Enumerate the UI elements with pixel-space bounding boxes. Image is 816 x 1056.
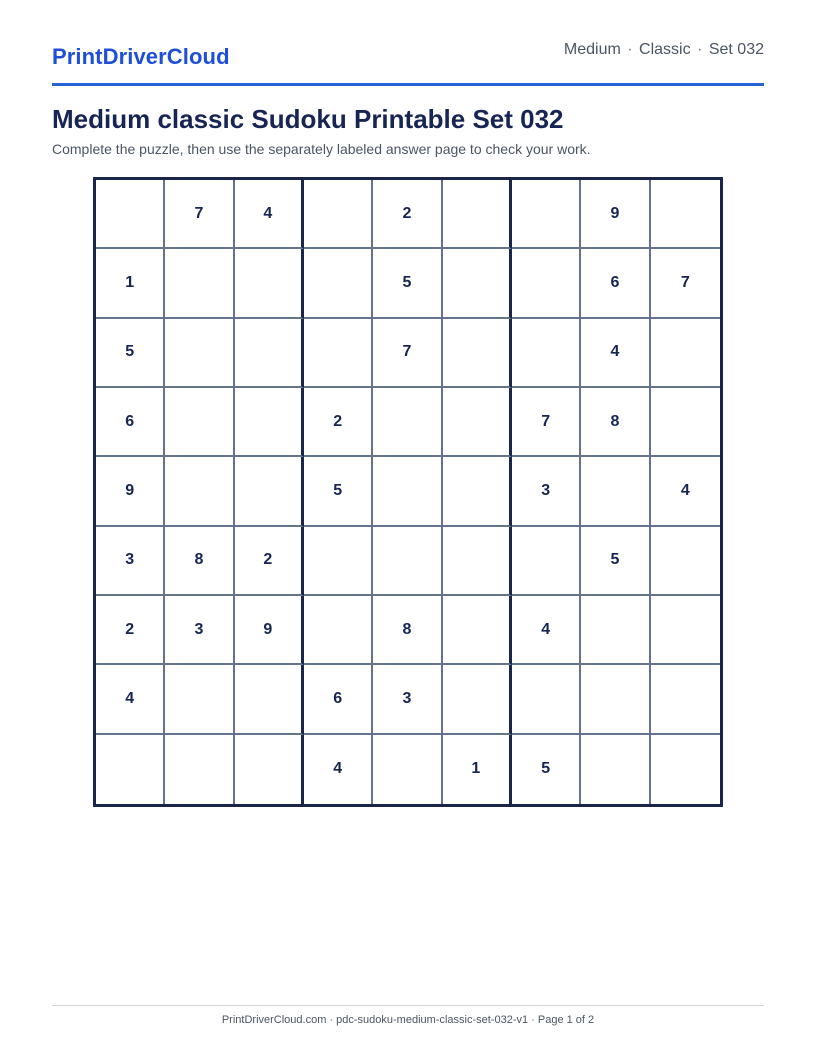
sudoku-cell[interactable] bbox=[165, 665, 234, 734]
sudoku-cell[interactable] bbox=[373, 457, 442, 526]
sudoku-cell[interactable]: 3 bbox=[96, 527, 165, 596]
sudoku-cell[interactable] bbox=[235, 665, 304, 734]
sudoku-cell[interactable]: 9 bbox=[96, 457, 165, 526]
sudoku-cell[interactable]: 9 bbox=[235, 596, 304, 665]
sudoku-cell[interactable] bbox=[373, 388, 442, 457]
sudoku-cell[interactable]: 3 bbox=[165, 596, 234, 665]
sudoku-cell[interactable] bbox=[651, 735, 720, 804]
sudoku-cell[interactable]: 8 bbox=[373, 596, 442, 665]
meta-style: Classic bbox=[639, 41, 691, 58]
sudoku-cell[interactable]: 3 bbox=[512, 457, 581, 526]
page-subtitle: Complete the puzzle, then use the separately labeled answer page to check your work. bbox=[52, 141, 591, 157]
sudoku-cell[interactable] bbox=[304, 527, 373, 596]
sudoku-cell[interactable] bbox=[165, 388, 234, 457]
sudoku-cell[interactable] bbox=[304, 249, 373, 318]
sudoku-cell[interactable] bbox=[651, 180, 720, 249]
sudoku-cell[interactable] bbox=[512, 249, 581, 318]
sudoku-cell[interactable]: 1 bbox=[443, 735, 512, 804]
sudoku-cell[interactable]: 2 bbox=[373, 180, 442, 249]
sudoku-cell[interactable]: 7 bbox=[651, 249, 720, 318]
sudoku-cell[interactable]: 5 bbox=[581, 527, 650, 596]
sudoku-cell[interactable] bbox=[443, 665, 512, 734]
sudoku-cell[interactable] bbox=[581, 596, 650, 665]
sudoku-cell[interactable]: 8 bbox=[581, 388, 650, 457]
sudoku-cell[interactable] bbox=[651, 319, 720, 388]
sudoku-cell[interactable]: 4 bbox=[581, 319, 650, 388]
sudoku-cell[interactable]: 3 bbox=[373, 665, 442, 734]
sudoku-cell[interactable] bbox=[443, 249, 512, 318]
sudoku-cell[interactable]: 4 bbox=[304, 735, 373, 804]
meta-separator: · bbox=[697, 41, 703, 58]
sudoku-cell[interactable] bbox=[651, 596, 720, 665]
sudoku-cell[interactable]: 5 bbox=[96, 319, 165, 388]
page-footer: PrintDriverCloud.com · pdc-sudoku-medium-classic-set-032-v1 · Page 1 of 2 bbox=[221, 1014, 595, 1026]
puzzle-meta bbox=[564, 41, 764, 59]
meta-difficulty: Medium bbox=[563, 41, 621, 58]
sudoku-cell[interactable] bbox=[165, 735, 234, 804]
sudoku-cell[interactable] bbox=[512, 527, 581, 596]
meta-set: Set 032 bbox=[708, 41, 764, 58]
sudoku-cell[interactable]: 4 bbox=[651, 457, 720, 526]
sudoku-cell[interactable] bbox=[651, 388, 720, 457]
sudoku-cell[interactable]: 4 bbox=[235, 180, 304, 249]
sudoku-cell[interactable] bbox=[373, 527, 442, 596]
sudoku-cell[interactable] bbox=[304, 319, 373, 388]
sudoku-cell[interactable] bbox=[235, 319, 304, 388]
sudoku-cell[interactable]: 6 bbox=[96, 388, 165, 457]
sudoku-cell[interactable] bbox=[304, 180, 373, 249]
sudoku-cell[interactable]: 5 bbox=[512, 735, 581, 804]
sudoku-cell[interactable]: 6 bbox=[304, 665, 373, 734]
sudoku-cell[interactable] bbox=[512, 319, 581, 388]
sudoku-cell[interactable] bbox=[443, 388, 512, 457]
page-title: Medium classic Sudoku Printable Set 032 bbox=[52, 104, 564, 134]
sudoku-cell[interactable] bbox=[512, 665, 581, 734]
sudoku-cell[interactable]: 7 bbox=[165, 180, 234, 249]
sudoku-cell[interactable] bbox=[96, 735, 165, 804]
sudoku-cell[interactable]: 1 bbox=[96, 249, 165, 318]
sudoku-cell[interactable] bbox=[581, 665, 650, 734]
sudoku-cell[interactable] bbox=[235, 249, 304, 318]
sudoku-cell[interactable] bbox=[443, 527, 512, 596]
sudoku-cell[interactable] bbox=[304, 596, 373, 665]
sudoku-cell[interactable] bbox=[581, 457, 650, 526]
meta-separator: · bbox=[627, 41, 633, 58]
sudoku-cell[interactable]: 7 bbox=[512, 388, 581, 457]
sudoku-cell[interactable] bbox=[165, 319, 234, 388]
sudoku-cell[interactable]: 7 bbox=[373, 319, 442, 388]
sudoku-cell[interactable] bbox=[443, 180, 512, 249]
sudoku-cell[interactable]: 9 bbox=[581, 180, 650, 249]
sudoku-cell[interactable] bbox=[651, 665, 720, 734]
sudoku-cell[interactable]: 4 bbox=[512, 596, 581, 665]
sudoku-cell[interactable] bbox=[443, 596, 512, 665]
sudoku-cell[interactable]: 2 bbox=[235, 527, 304, 596]
sudoku-cell[interactable] bbox=[512, 180, 581, 249]
sudoku-cell[interactable]: 2 bbox=[304, 388, 373, 457]
sudoku-cell[interactable]: 6 bbox=[581, 249, 650, 318]
sudoku-cell[interactable] bbox=[443, 319, 512, 388]
sudoku-cell[interactable] bbox=[165, 457, 234, 526]
sudoku-cell[interactable] bbox=[165, 249, 234, 318]
sudoku-cell[interactable] bbox=[373, 735, 442, 804]
sudoku-cell[interactable]: 5 bbox=[304, 457, 373, 526]
sudoku-cell[interactable] bbox=[235, 735, 304, 804]
sudoku-cell[interactable] bbox=[581, 735, 650, 804]
sudoku-cell[interactable] bbox=[443, 457, 512, 526]
brand-logo: PrintDriverCloud bbox=[52, 44, 230, 69]
sudoku-cell[interactable] bbox=[96, 180, 165, 249]
sudoku-cell[interactable]: 5 bbox=[373, 249, 442, 318]
sudoku-cell[interactable] bbox=[235, 457, 304, 526]
footer-divider bbox=[52, 1005, 764, 1006]
sudoku-cell[interactable]: 2 bbox=[96, 596, 165, 665]
page-header bbox=[52, 0, 764, 86]
sudoku-cell[interactable]: 8 bbox=[165, 527, 234, 596]
sudoku-cell[interactable]: 4 bbox=[96, 665, 165, 734]
sudoku-cell[interactable] bbox=[235, 388, 304, 457]
sudoku-cell[interactable] bbox=[651, 527, 720, 596]
sudoku-grid bbox=[93, 177, 723, 807]
